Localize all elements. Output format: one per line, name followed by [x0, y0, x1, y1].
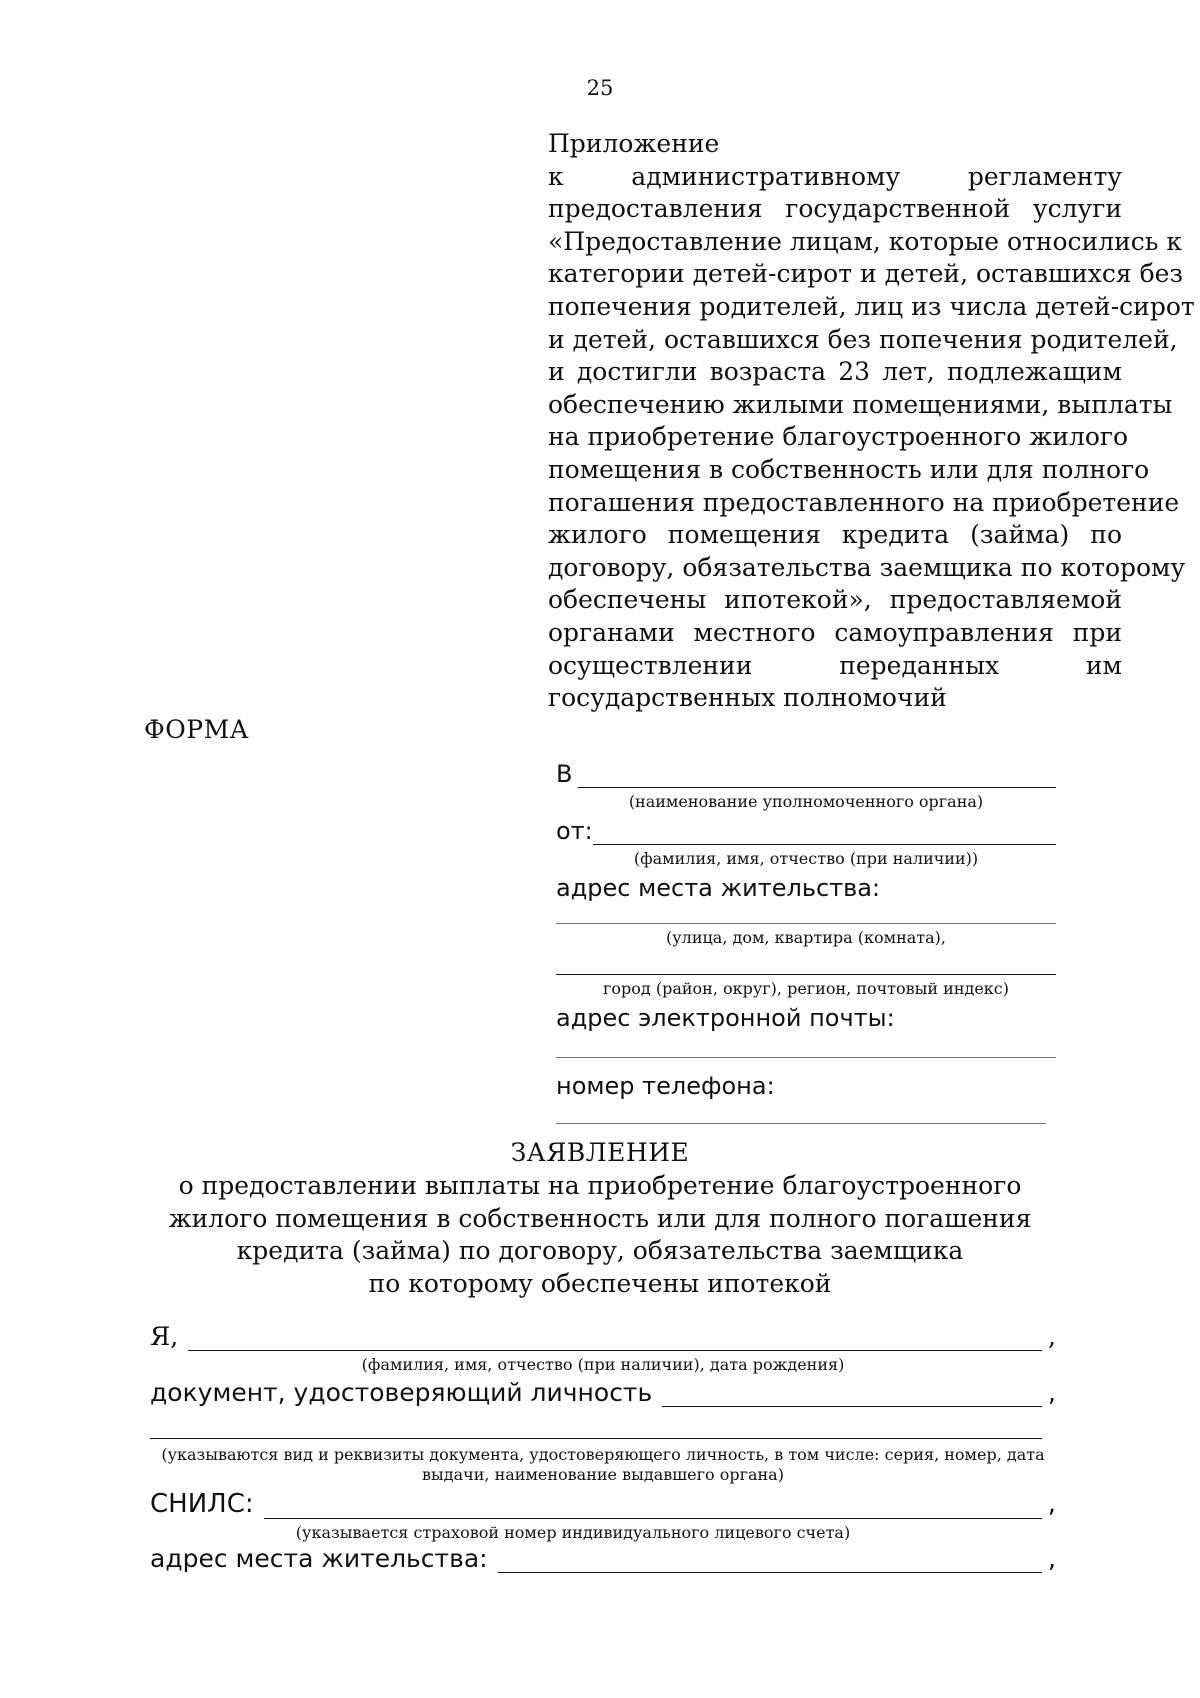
authority-hint: (наименование уполномоченного органа)	[628, 792, 984, 811]
appendix-line: «Предоставление лицам, которые относились к	[548, 226, 1182, 256]
appendix-line: и достигли возраста 23 лет, подлежащим	[548, 357, 1122, 387]
statement-subtitle-line: о предоставлении выплаты на приобретение благоустроенного	[178, 1171, 1022, 1200]
appendix-line: осуществлении переданных им	[548, 650, 1122, 680]
city-address-hint: город (район, округ), регион, почтовый индекс)	[603, 979, 1009, 998]
statement-subtitle-line: жилого помещения в собственность или для полного погашения	[168, 1203, 1032, 1233]
form-label: ФОРМА	[144, 715, 250, 744]
phone-field[interactable]	[556, 1122, 1046, 1124]
comma: ,	[1048, 1378, 1056, 1407]
identity-document-details-field[interactable]	[150, 1437, 1042, 1439]
appendix-line: категории детей-сирот и детей, оставшихся без	[548, 259, 1184, 289]
appendix-line: жилого помещения кредита (займа) по	[548, 520, 1122, 550]
identity-document-hint	[150, 1445, 1056, 1485]
snils-label: СНИЛС:	[150, 1489, 254, 1519]
i-label: Я,	[150, 1322, 179, 1351]
comma: ,	[1048, 1544, 1056, 1573]
appendix-line: помещения в собственность или для полного	[548, 454, 1150, 484]
email-label: адрес электронной почты:	[556, 1004, 895, 1032]
from-label: от:	[556, 817, 593, 845]
statement-subtitle-line: кредита (займа) по договору, обязательства заемщика	[236, 1236, 964, 1266]
snils-field[interactable]	[264, 1492, 1042, 1519]
residence-label: адрес места жительства:	[150, 1544, 488, 1573]
addressee-block	[556, 760, 1056, 1124]
identity-document-label: документ, удостоверяющий личность	[150, 1378, 653, 1407]
identity-document-hint-line: выдачи, наименование выдавшего органа)	[422, 1465, 784, 1484]
appendix-line: и детей, оставшихся без попечения родителей,	[548, 324, 1178, 354]
street-address-field[interactable]	[556, 922, 1056, 924]
appendix-line: на приобретение благоустроенного жилого	[548, 422, 1129, 452]
snils-row	[150, 1489, 1056, 1519]
appendix-line: обеспечены ипотекой», предоставляемой	[548, 585, 1122, 615]
appendix-line: предоставления государственной услуги	[548, 194, 1122, 224]
full-name-hint: (фамилия, имя, отчество (при наличии), дата рождения)	[361, 1355, 845, 1374]
residence-row	[150, 1544, 1056, 1573]
to-label: В	[556, 760, 573, 788]
appendix-line: договору, обязательства заемщика по которому	[548, 552, 1186, 582]
identity-document-field[interactable]	[662, 1380, 1042, 1407]
appendix-line: обеспечению жилыми помещениями, выплаты	[548, 389, 1173, 419]
snils-hint: (указывается страховой номер индивидуального лицевого счета)	[295, 1523, 851, 1542]
full-name-row	[150, 1322, 1056, 1351]
statement-title: ЗАЯВЛЕНИЕ	[510, 1138, 690, 1167]
page-number: 25	[586, 76, 614, 100]
street-address-hint: (улица, дом, квартира (комната),	[666, 928, 946, 947]
applicant-name-hint: (фамилия, имя, отчество (при наличии))	[633, 849, 979, 868]
email-field[interactable]	[556, 1056, 1056, 1058]
appendix-line: к административному регламенту	[548, 161, 1122, 191]
appendix-line: попечения родителей, лиц из числа детей-сирот	[548, 291, 1195, 321]
appendix-line: органами местного самоуправления при	[548, 617, 1122, 647]
appendix-header	[548, 128, 1195, 715]
identity-document-row	[150, 1378, 1056, 1407]
authority-name-field[interactable]	[578, 761, 1056, 788]
city-address-field[interactable]	[556, 973, 1056, 975]
statement-subtitle	[150, 1170, 1050, 1300]
from-row	[556, 817, 1056, 845]
to-authority-row	[556, 760, 1056, 788]
comma: ,	[1048, 1322, 1056, 1351]
appendix-line: государственных полномочий	[548, 683, 947, 713]
applicant-name-field[interactable]	[593, 818, 1056, 845]
appendix-title: Приложение	[548, 129, 720, 158]
comma: ,	[1047, 1489, 1056, 1519]
full-name-birthdate-field[interactable]	[188, 1324, 1042, 1351]
statement-subtitle-line: по которому обеспечены ипотекой	[368, 1268, 832, 1298]
residence-field[interactable]	[498, 1546, 1042, 1573]
phone-label: номер телефона:	[556, 1072, 775, 1100]
address-label: адрес места жительства:	[556, 874, 881, 902]
applicant-fields	[150, 1322, 1056, 1573]
appendix-line: погашения предоставленного на приобретение	[548, 487, 1180, 517]
identity-document-hint-line: (указываются вид и реквизиты документа, удостоверяющего личность, в том числе: серия, номер, дата	[161, 1445, 1045, 1464]
